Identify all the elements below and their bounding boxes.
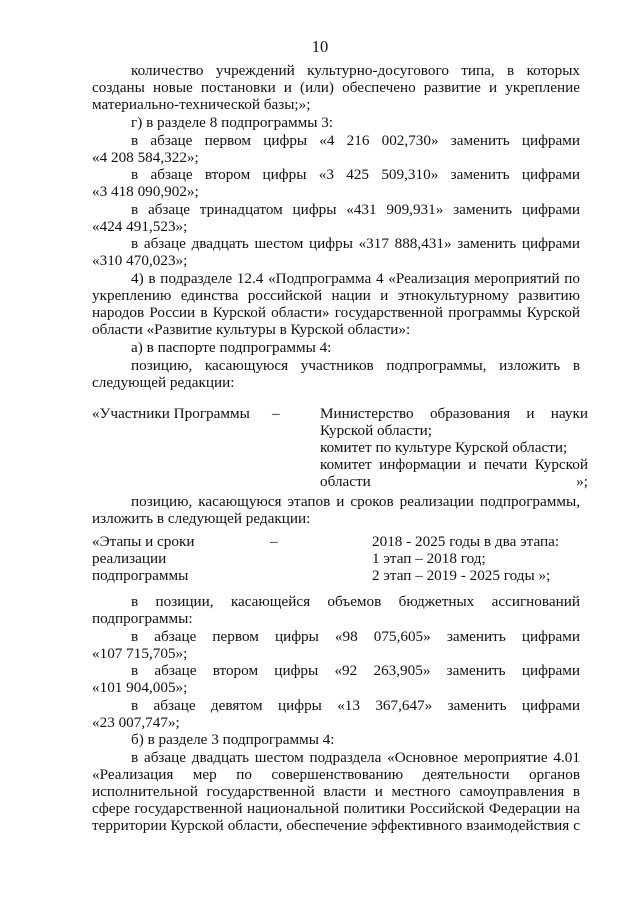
text-line: позицию, касающуюся участников подпрограммы, изложить в [131,357,580,374]
page-number: 10 [311,37,329,56]
text-line: «424 491,523»; [92,218,188,235]
participants-closing: »; [576,473,588,490]
text-line: укреплению единства российской нации и этнокультурному развитию [92,287,580,304]
text-line: изложить в следующей редакции: [92,510,311,527]
text-line: а) в паспорте подпрограммы 4: [131,339,332,356]
text-line: «101 904,005»; [92,679,188,696]
stages-line: 1 этап – 2018 год; [372,550,486,567]
text-line: «310 470,023»; [92,252,188,269]
text-line: в абзаце двадцать шестом цифры «317 888,431» заменить цифрами [131,235,580,252]
participants-dash: – [272,405,280,422]
participants-line: комитет информации и печати Курской [320,456,588,473]
stages-dash: – [270,533,278,550]
text-line: «107 715,705»; [92,645,188,662]
participants-line: комитет по культуре Курской области; [320,439,568,456]
text-line: в абзаце втором цифры «92 263,905» заменить цифрами [131,662,580,679]
text-line: «23 007,747»; [92,714,180,731]
text-line: «3 418 090,902»; [92,183,199,200]
participants-line: Министерство образования и науки [320,405,588,422]
stages-label-line: подпрограммы [92,567,189,584]
text-line: г) в разделе 8 подпрограммы 3: [131,114,334,131]
text-line: области «Развитие культуры в Курской области»: [92,321,411,338]
text-line: в позиции, касающейся объемов бюджетных ассигнований [131,593,580,610]
stages-line: 2 этап – 2019 - 2025 годы »; [372,567,551,584]
participants-line: Курской области; [320,422,433,439]
text-line: созданы новые постановки и (или) обеспечено развитие и укрепление [92,79,580,96]
text-line: в абзаце первом цифры «4 216 002,730» заменить цифрами [131,132,580,149]
text-line: позицию, касающуюся этапов и сроков реализации подпрограммы, [131,493,580,510]
text-line: количество учреждений культурно-досугового типа, в которых [131,62,580,79]
text-line: сфере государственной национальной политики Российской Федерации на [92,800,580,817]
stages-label-line: реализации [92,550,167,567]
text-line: в абзаце девятом цифры «13 367,647» заменить цифрами [131,697,580,714]
text-line: материально-технической базы;»; [92,96,311,113]
participants-label: «Участники Программы [92,405,250,422]
text-line: в абзаце двадцать шестом подраздела «Основное мероприятие 4.01 [131,749,580,766]
text-line: в абзаце втором цифры «3 425 509,310» заменить цифрами [131,166,580,183]
text-line: территории Курской области, обеспечение эффективного взаимодействия с [92,817,580,834]
stages-block [92,533,588,585]
stages-line: 2018 - 2025 годы в два этапа: [372,533,560,550]
text-line: 4) в подразделе 12.4 «Подпрограмма 4 «Реализация мероприятий по [131,270,580,287]
text-line: «Реализация мер по совершенствованию деятельности органов [92,766,580,783]
text-line: следующей редакции: [92,374,235,391]
participants-line: области [320,473,371,490]
text-line: в абзаце тринадцатом цифры «431 909,931» заменить цифрами [131,201,580,218]
participants-block [92,405,588,491]
stages-label-line: «Этапы и сроки [92,533,195,550]
text-line: б) в разделе 3 подпрограммы 4: [131,731,335,748]
text-line: в абзаце первом цифры «98 075,605» заменить цифрами [131,628,580,645]
text-line: исполнительной государственной власти и местного самоуправления в [92,783,580,800]
text-line: народов России в Курской области» государственной программы Курской [92,304,580,321]
text-line: подпрограммы: [92,610,193,627]
text-line: «4 208 584,322»; [92,149,199,166]
